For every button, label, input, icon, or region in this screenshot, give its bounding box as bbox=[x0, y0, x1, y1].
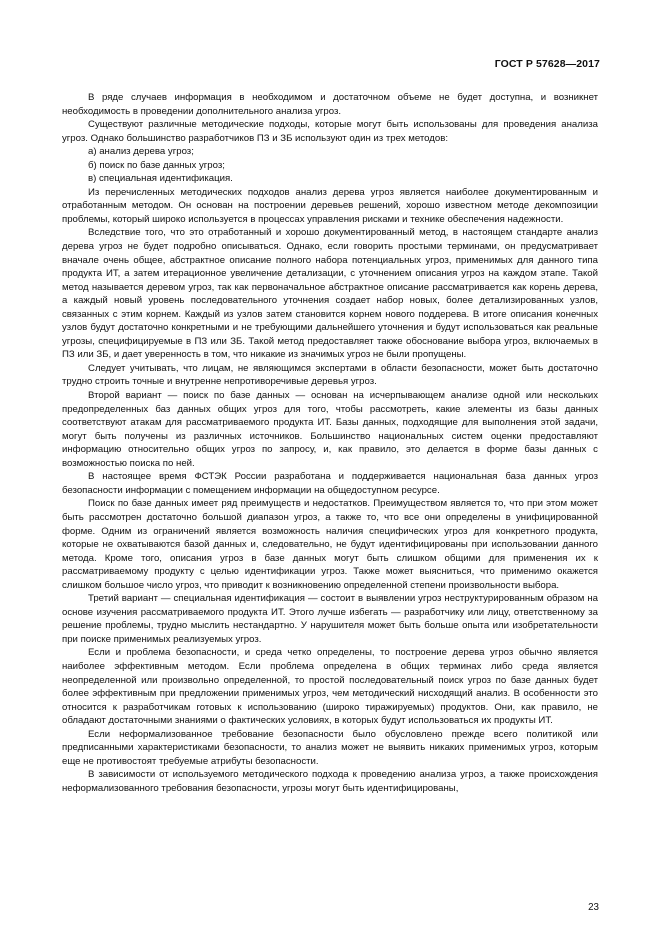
paragraph: Если и проблема безопасности, и среда четко определены, то построение дерева угроз обычно является наиболее эффективным методом. Если проблема определена в общих терминах либо среда является неопределенной или произвольно определенной, то простой последовательный поиск угроз по базе данных будет более эффективным при предложении применимых угроз, чем методический нисходящий анализ. В особенности это относится к разработчикам готовых к использованию (широко тиражируемых) продуктов. Они, как правило, не обладают достаточными знаниями о фактических условиях, в которых будут использоваться их продукты ИТ. bbox=[62, 647, 598, 727]
paragraph: Следует учитывать, что лицам, не являющимся экспертами в области безопасности, может быть достаточно трудно строить точные и внутренне непротиворечивые деревья угроз. bbox=[62, 362, 598, 388]
paragraph: Поиск по базе данных имеет ряд преимуществ и недостатков. Преимуществом является то, что при этом может быть рассмотрен достаточно большой диапазон угроз, а также то, что все они определены в унифицированной форме. Одним из ограничений является возможность наличия специфических угроз для конкретного продукта, которые не охватываются базой данных и, следовательно, не будут идентифицированы при использовании данного метода. Кроме того, описания угроз в базе данных могут быть слишком общими для применения их к рассматриваемому продукту с целью идентификации угроз. Также может выясниться, что применимо окажется слишком большое число угроз, что приводит к возникновению определенной степени произвольности выбора. bbox=[62, 498, 598, 591]
body-text bbox=[62, 91, 598, 795]
standard-number-header: ГОСТ Р 57628—2017 bbox=[494, 58, 600, 70]
page-number: 23 bbox=[588, 902, 599, 913]
paragraph: Из перечисленных методических подходов анализ дерева угроз является наиболее документированным и отработанным методом. Он основан на построении деревьев решений, хорошо известном методе декомпозиции проблемы, который широко используется в процессах управления рисками и технике обеспечения надежности. bbox=[62, 186, 598, 225]
paragraph: В зависимости от используемого методического подхода к проведению анализа угроз, а также происхождения неформализованного требования безопасности, угрозы могут быть идентифицированы, bbox=[62, 769, 598, 794]
paragraph: Если неформализованное требование безопасности было обусловлено прежде всего политикой или предписанными характеристиками безопасности, то анализ может не выявить никаких применимых угроз, которым еще не противостоят требуемые атрибуты безопасности. bbox=[62, 728, 598, 767]
paragraph: В ряде случаев информация в необходимом и достаточном объеме не будет доступна, и возникнет необходимость в проведении дополнительного анализа угроз. bbox=[62, 92, 598, 117]
paragraph: В настоящее время ФСТЭК России разработана и поддерживается национальная база данных угроз безопасности информации с помещением информации на общедоступном ресурсе. bbox=[62, 471, 598, 496]
list-item: а) анализ дерева угроз; bbox=[88, 146, 194, 158]
paragraph: Второй вариант — поиск по базе данных — основан на исчерпывающем анализе одной или нескольких предопределенных баз данных общих угроз для того, чтобы рассмотреть, какие элементы из базы данных соответствуют атакам для рассматриваемого продукта ИТ. Базы данных, подходящие для выполнения этой задачи, могут быть получены из различных источников. Большинство национальных систем оценки предоставляют информацию относительно общих угроз по запросу, и, как правило, это делается в форме базы данных с возможностью поиска по ней. bbox=[62, 390, 598, 469]
list-item: б) поиск по базе данных угроз; bbox=[88, 159, 225, 171]
list-item: в) специальная идентификация. bbox=[88, 173, 233, 185]
paragraph: Вследствие того, что это отработанный и хорошо документированный метод, в настоящем стандарте анализ дерева угроз не будет подробно описываться. Однако, если говорить простыми терминами, он предусматривает вначале очень общее, абстрактное описание полного набора потенциальных угроз, применимых для данного типа продукта ИТ, а затем итерационное увеличение детализации, с уточнением описания угроз на каждом этапе. Такой метод называется деревом угроз, так как первоначальное абстрактное описание рассматривается как корень дерева, а каждый новый уровень последовательного уточнения создает набор новых, более детализированных узлов, связанных с этим корнем. Каждый из узлов затем становится корнем нового поддерева. В итоге описания конечных узлов будут достаточно конкретными и не требующими дальнейшего уточнения и будут использоваться как реальные угрозы, специфицируемые в ПЗ или ЗБ. Такой метод предоставляет также обоснование выбора угроз, включаемых в ПЗ или ЗБ, и дает уверенность в том, что никакие из значимых угроз не были пропущены. bbox=[62, 227, 598, 361]
paragraph: Третий вариант — специальная идентификация — состоит в выявлении угроз неструктурированным образом на основе изучения рассматриваемого продукта ИТ. Этого лучше избегать — разработчику или лицу, ответственному за решение проблемы, трудно мыслить нестандартно. У нарушителя может быть больше опыта или изобретательности при поиске применимых реализуемых угроз. bbox=[62, 593, 598, 645]
paragraph: Существуют различные методические подходы, которые могут быть использованы для проведения анализа угроз. Однако большинство разработчиков ПЗ и ЗБ используют один из трех методов: bbox=[62, 119, 598, 144]
